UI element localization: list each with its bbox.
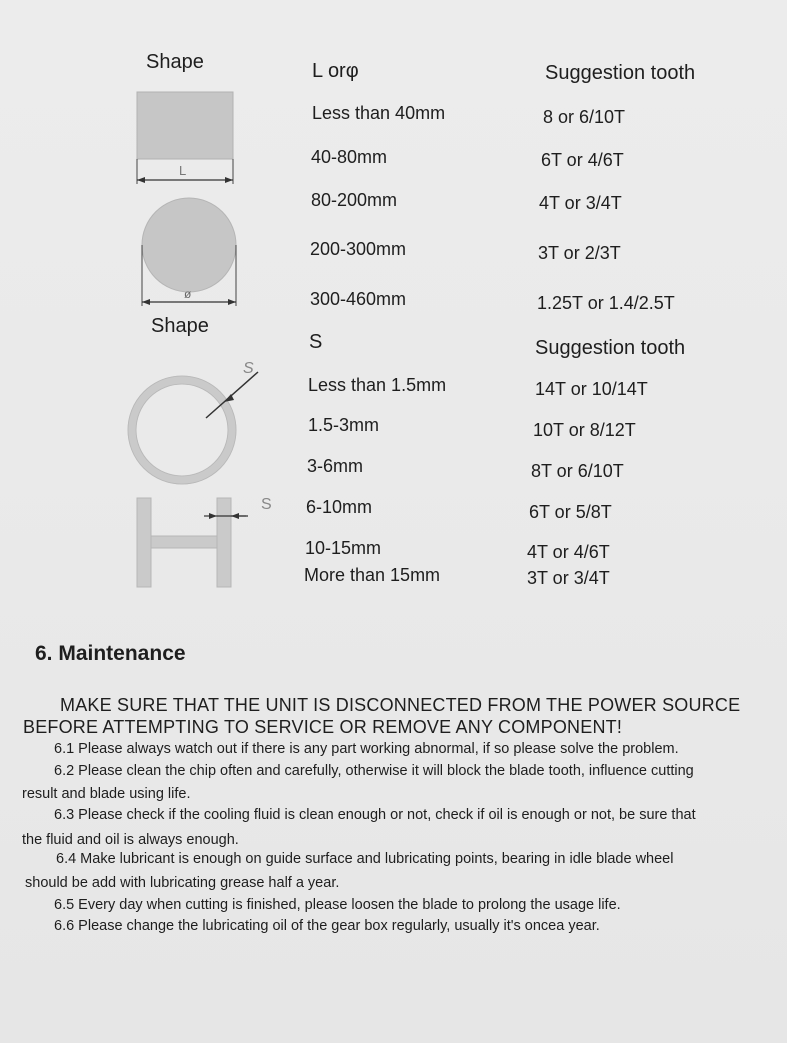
t2-tooth-0: 14T or 10/14T bbox=[535, 379, 648, 399]
t1-tooth-3: 3T or 2/3T bbox=[538, 243, 621, 263]
t1-size-4: 300-460mm bbox=[310, 289, 407, 309]
section-title: 6. Maintenance bbox=[35, 642, 186, 665]
diameter-label: ø bbox=[184, 287, 192, 301]
t2-tooth-3: 6T or 5/8T bbox=[529, 502, 612, 522]
t1-tooth-2: 4T or 3/4T bbox=[539, 193, 622, 213]
t1-size-0: Less than 40mm bbox=[312, 103, 446, 123]
t2-size-3: 6-10mm bbox=[306, 497, 373, 517]
t1-size-2: 80-200mm bbox=[311, 190, 398, 210]
t1-size-1: 40-80mm bbox=[311, 147, 388, 167]
tooth-header-2: Suggestion tooth bbox=[535, 337, 686, 359]
warning-line-2: BEFORE ATTEMPTING TO SERVICE OR REMOVE ANY COMPONENT! bbox=[23, 717, 623, 737]
square-bar-shape bbox=[137, 92, 233, 159]
tube-s-label: S bbox=[243, 360, 254, 377]
round-bar-shape bbox=[142, 198, 236, 292]
t2-size-2: 3-6mm bbox=[307, 456, 364, 476]
t2-size-4: 10-15mm bbox=[305, 538, 382, 558]
length-label: L bbox=[179, 163, 187, 178]
t2-tooth-2: 8T or 6/10T bbox=[531, 461, 624, 481]
warning-line-1: MAKE SURE THAT THE UNIT IS DISCONNECTED FROM THE POWER SOURCE bbox=[60, 695, 741, 715]
t1-tooth-0: 8 or 6/10T bbox=[543, 107, 626, 127]
shape-header-1: Shape bbox=[146, 51, 204, 73]
t1-tooth-4: 1.25T or 1.4/2.5T bbox=[537, 293, 675, 313]
tube-shape bbox=[132, 380, 232, 480]
h-beam-s-label: S bbox=[261, 496, 272, 513]
shape-header-2: Shape bbox=[151, 315, 209, 337]
size-header-2: S bbox=[309, 331, 323, 353]
t2-size-0: Less than 1.5mm bbox=[308, 375, 447, 395]
t2-size-1: 1.5-3mm bbox=[308, 415, 380, 435]
t2-tooth-4: 4T or 4/6T bbox=[527, 542, 610, 562]
size-header-1: L orφ bbox=[312, 60, 359, 82]
t2-tooth-1: 10T or 8/12T bbox=[533, 420, 636, 440]
h-beam-shape bbox=[137, 498, 231, 587]
t2-tooth-5: 3T or 3/4T bbox=[527, 568, 610, 588]
tooth-header-1: Suggestion tooth bbox=[545, 62, 696, 84]
manual-page: L ø S S Shape L orφ Suggestion tooth Less than 40mm 8 or 6/10T 40-80mm 6T or 4/6T 80-200mm 4T or 3/4T 200-300mm 3T or 2/3T 300-460mm 1.25T or 1.4/2.5T Shape S Suggestion tooth Less than 1.5mm 14T or 10/14T 1.5-3mm 10T or 8/12T 3-6mm 8T or 6/10T 6-10mm 6T or 5/8T 10-15mm 4T or 4/6T More than 15mm 3T or 3/4T 6. Maintenance MAKE SURE THAT THE UNIT IS DISCONNECTED FROM THE POWER SOURCE BEFORE ATTEMPTING TO SERVICE OR REMOVE ANY COMPONENT! 6.1 Please always watch out if there is any part working abnormal, if so please solve the problem. 6.2 Please clean the chip often and carefully, otherwise it will block the blade tooth, influence cutting result and blade using life. 6.3 Please check if the cooling fluid is clean enough or not, check if oil is enough or not, be sure that the fluid and oil is always enough. 6.4 Make lubricant is enough on guide surface and lubricating points, bearing in idle blade wheel should be add with lubricating grease half a year. 6.5 Every day when cutting is finished, please loosen the blade to prolong the usage life. 6.6 Please change the lubricating oil of the gear box regularly, usually it's oncea year. bbox=[0, 0, 787, 1043]
t1-size-3: 200-300mm bbox=[310, 239, 407, 259]
t2-size-5: More than 15mm bbox=[304, 565, 441, 585]
t1-tooth-1: 6T or 4/6T bbox=[541, 150, 624, 170]
